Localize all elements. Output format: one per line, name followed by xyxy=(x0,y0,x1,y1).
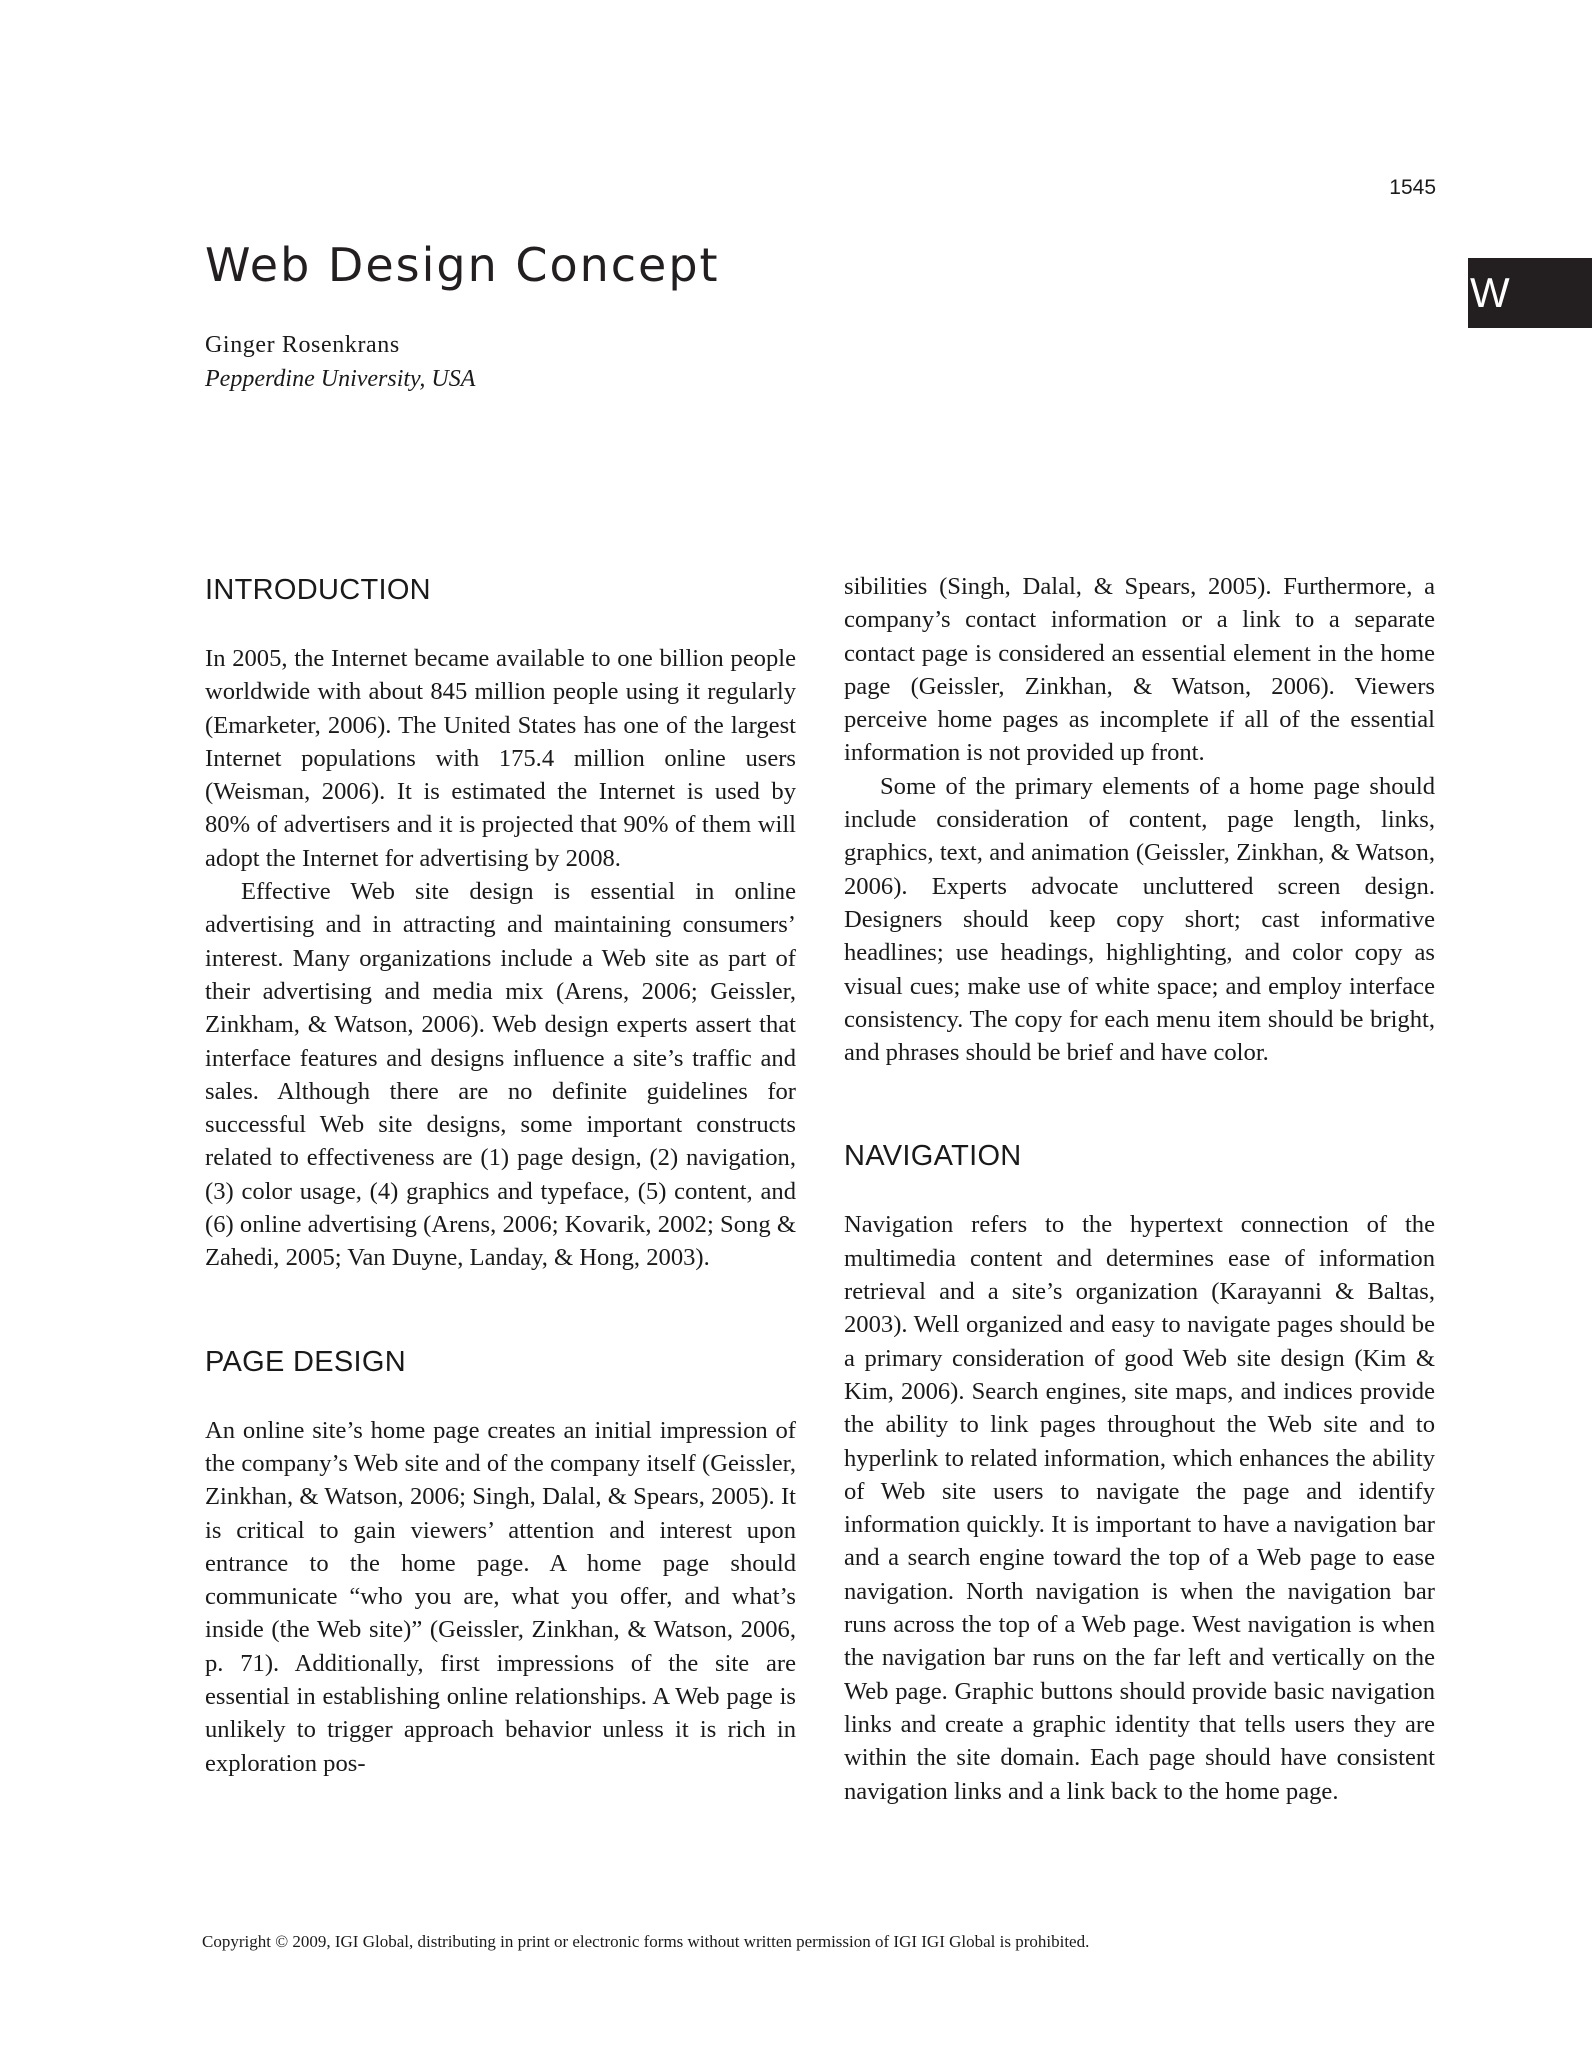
intro-paragraph-1: In 2005, the Internet became available to one billion people worldwide with about 845 million people using it regularly (Emarketer, 2006). The United States has one of the largest Internet populations with 175.4 million online users (Weisman, 2006). It is estimated the Internet is used by 80% of advertisers and it is projected that 90% of them will adopt the Internet for advertising by 2008. xyxy=(205,645,796,872)
section-letter-tab: W xyxy=(1468,258,1592,328)
author-affiliation: Pepperdine University, USA xyxy=(205,366,476,392)
article-title: Web Design Concept xyxy=(205,238,720,292)
page-design-paragraph-continued: sibilities (Singh, Dalal, & Spears, 2005). Furthermore, a company’s contact information or a link to a separate contact page is considered an essential element in the home page (Geissler, Zinkhan, & Watson, 2006). Viewers perceive home pages as incomplete if all of the essential information is not provided up front. xyxy=(844,573,1435,767)
right-column xyxy=(844,570,1435,1808)
copyright-footer: Copyright © 2009, IGI Global, distributing in print or electronic forms without written permission of IGI IGI Global is prohibited. xyxy=(202,1932,1090,1951)
heading-navigation: NAVIGATION xyxy=(844,1140,1022,1173)
author-name: Ginger Rosenkrans xyxy=(205,332,400,358)
heading-page-design: PAGE DESIGN xyxy=(205,1345,406,1378)
page-design-paragraph-1: An online site’s home page creates an initial impression of the company’s Web site and of the company itself (Geissler, Zinkhan, & Watson, 2006; Singh, Dalal, & Spears, 2005). It is critical to gain viewers’ attention and interest upon entrance to the home page. A home page should communicate “who you are, what you offer, and what’s inside (the Web site)” (Geissler, Zinkhan, & Watson, 2006, p. 71). Additionally, first impressions of the site are essential in establishing online relationships. A Web page is unlikely to trigger approach behavior unless it is rich in exploration pos- xyxy=(205,1416,796,1777)
intro-paragraph-2: Effective Web site design is essential in online advertising and in attracting and maintaining consumers’ interest. Many organizations include a Web site as part of their advertising and media mix (Arens, 2006; Geissler, Zinkham, & Watson, 2006). Web design experts assert that interface features and designs influence a site’s traffic and sales. Although there are no definite guidelines for successful Web site designs, some important constructs related to effectiveness are (1) page design, (2) navigation, (3) color usage, (4) graphics and typeface, (5) content, and (6) online advertising (Arens, 2006; Kovarik, 2002; Song & Zahedi, 2005; Van Duyne, Landay, & Hong, 2003). xyxy=(205,878,796,1272)
left-column xyxy=(205,570,796,1780)
navigation-paragraph: Navigation refers to the hypertext connection of the multimedia content and determines ease of information retrieval and a site’s organization (Karayanni & Baltas, 2003). Well organized and easy to navigate pages should be a primary consideration of good Web site design (Kim & Kim, 2006). Search engines, site maps, and indices provide the ability to link pages throughout the Web site and to hyperlink to related information, which enhances the ability of Web site users to navigate the page and identify information quickly. It is important to have a navigation bar and a search engine toward the top of a Web page to ease navigation. North navigation is when the navigation bar runs across the top of a Web page. West navigation is when the navigation bar runs on the far left and vertically on the Web page. Graphic buttons should provide basic navigation links and create a graphic identity that tells users they are within the site domain. Each page should have consistent navigation links and a link back to the home page. xyxy=(844,1211,1435,1805)
page-design-paragraph-2: Some of the primary elements of a home page should include consideration of content, page length, links, graphics, text, and animation (Geissler, Zinkhan, & Watson, 2006). Experts advocate uncluttered screen design. Designers should keep copy short; cast informative headlines; use headings, highlighting, and color copy as visual cues; make use of white space; and employ interface consistency. The copy for each menu item should be bright, and phrases should be brief and have color. xyxy=(844,772,1435,1067)
page-number: 1545 xyxy=(1389,176,1436,199)
heading-introduction: INTRODUCTION xyxy=(205,574,431,606)
